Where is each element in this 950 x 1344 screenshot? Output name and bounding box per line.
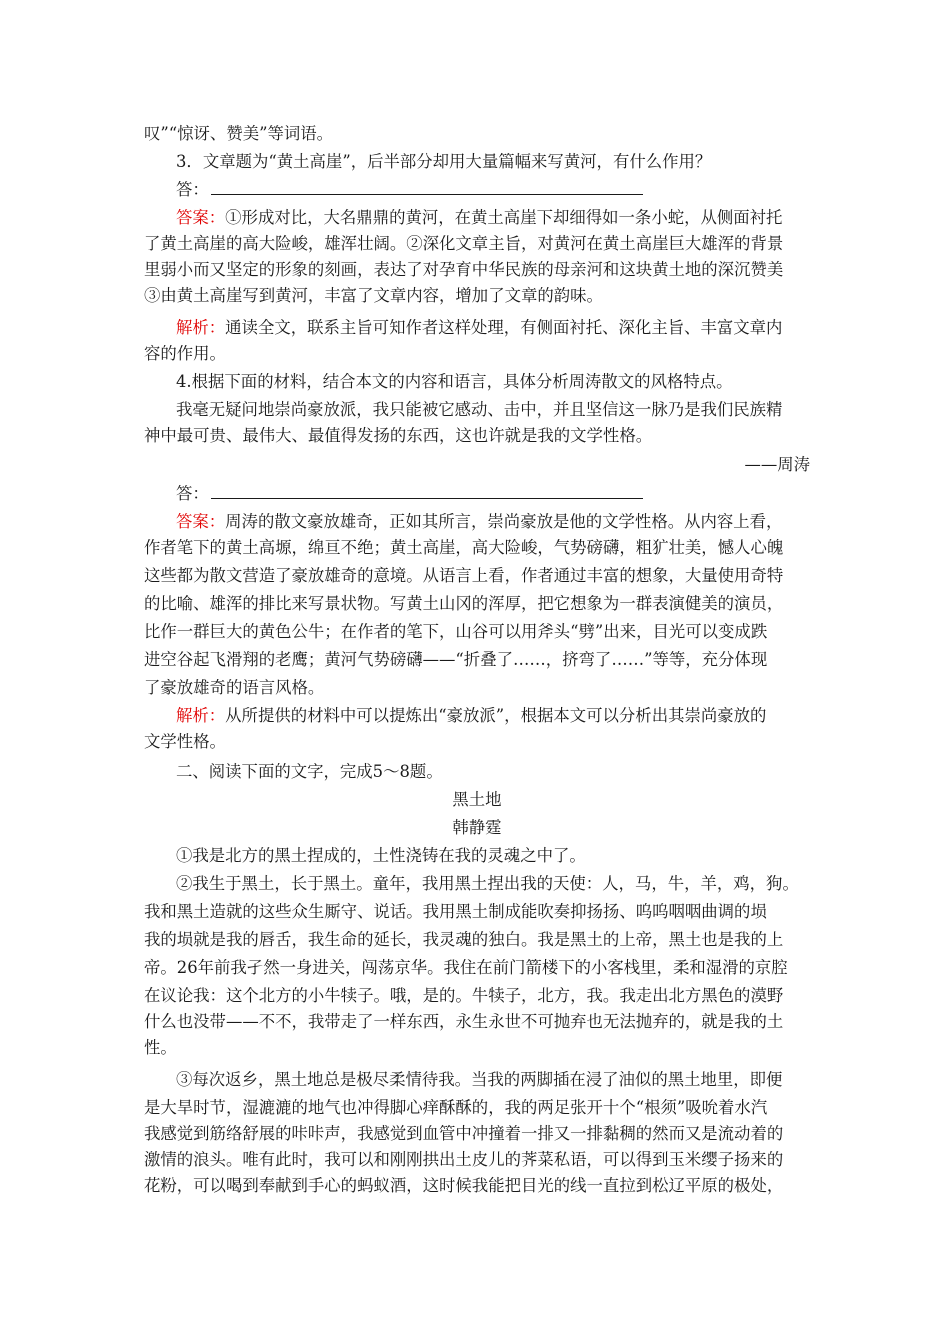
answer-blank-4	[176, 484, 810, 504]
paragraph-3-line-2: 是大旱时节，湿漉漉的地气也冲得脚心痒酥酥的，我的两足张开十个“根须”吸吮着水汽	[144, 1098, 768, 1117]
prev-paragraph-tail: 叹”“惊讶、赞美”等词语。	[144, 124, 334, 143]
paragraph-3-line-1: ③每次返乡，黑土地总是极尽柔情待我。当我的两脚插在浸了油似的黑土地里，即便	[176, 1070, 783, 1089]
answer-label: 答案：	[176, 208, 226, 227]
paragraph-2-line-3: 我的埙就是我的唇舌，我生命的延长，我灵魂的独白。我是黑土的上帝，黑土也是我的上	[144, 930, 784, 949]
answer-line	[211, 180, 643, 195]
answer-label: 答案：	[176, 512, 226, 531]
answer-4-line-1: 答案：周涛的散文豪放雄奇，正如其所言，崇尚豪放是他的文学性格。从内容上看，	[176, 512, 783, 531]
analysis-label: 解析：	[176, 706, 226, 725]
question-3: 3．文章题为“黄土高崖”，后半部分却用大量篇幅来写黄河，有什么作用？	[176, 152, 712, 171]
section-heading: 二、阅读下面的文字，完成5～8题。	[176, 762, 443, 781]
paragraph-2-line-4: 帝。26年前我孑然一身进关，闯荡京华。我住在前门箭楼下的小客栈里，柔和湿滑的京腔	[144, 958, 788, 977]
answer-3-line-2: 了黄土高崖的高大险峻，雄浑壮阔。②深化文章主旨，对黄河在黄土高崖巨大雄浑的背景	[144, 234, 784, 253]
answer-4-line-5: 比作一群巨大的黄色公牛；在作者的笔下，山谷可以用斧头“劈”出来，目光可以变成跌	[144, 622, 768, 641]
answer-blank-3	[176, 180, 810, 200]
analysis-label: 解析：	[176, 318, 226, 337]
material-attribution: ——周涛	[744, 455, 810, 474]
paragraph-3-line-4: 激情的浪头。唯有此时，我可以和刚刚拱出土皮儿的荠菜私语，可以得到玉米缨子扬来的	[144, 1150, 784, 1169]
answer-4-line-6: 进空谷起飞滑翔的老鹰；黄河气势磅礴——“折叠了……，挤弯了……”等等，充分体现	[144, 650, 768, 669]
answer-line	[211, 484, 643, 499]
analysis-3-line-2: 容的作用。	[144, 344, 226, 363]
answer-prompt: 答：	[176, 484, 209, 503]
answer-prompt: 答：	[176, 180, 209, 199]
paragraph-3-line-3: 我感觉到筋络舒展的咔咔声，我感觉到血管中冲撞着一排又一排黏稠的然而又是流动着的	[144, 1124, 784, 1143]
analysis-4-line-2: 文学性格。	[144, 732, 226, 751]
paragraph-2-line-1: ②我生于黑土，长于黑土。童年，我用黑土捏出我的天使：人，马，牛，羊，鸡，狗。	[176, 874, 799, 893]
answer-4-line-3: 这些都为散文营造了豪放雄奇的意境。从语言上看，作者通过丰富的想象，大量使用奇特	[144, 566, 784, 585]
question-4: 4.根据下面的材料，结合本文的内容和语言，具体分析周涛散文的风格特点。	[176, 372, 733, 391]
analysis-4-line-1: 解析：从所提供的材料中可以提炼出“豪放派”，根据本文可以分析出其崇尚豪放的	[176, 706, 767, 725]
passage-author: 韩静霆	[452, 818, 502, 837]
answer-4-line-2: 作者笔下的黄土高塬，绵亘不绝；黄土高崖，高大险峻，气势磅礴，粗犷壮美，憾人心魄	[144, 538, 784, 557]
answer-3-line-1: 答案：①形成对比，大名鼎鼎的黄河，在黄土高崖下却细得如一条小蛇，从侧面衬托	[176, 208, 783, 227]
passage-title: 黑土地	[452, 790, 502, 809]
answer-4-line-7: 了豪放雄奇的语言风格。	[144, 678, 325, 697]
answer-3-line-3: 里弱小而又坚定的形象的刻画，表达了对孕育中华民族的母亲河和这块黄土地的深沉赞美	[144, 260, 784, 279]
paragraph-3-line-5: 花粉，可以喝到奉献到手心的蚂蚁酒，这时候我能把目光的线一直拉到松辽平原的极处，	[144, 1176, 784, 1195]
material-line-2: 神中最可贵、最伟大、最值得发扬的东西，这也许就是我的文学性格。	[144, 426, 653, 445]
material-line-1: 我毫无疑问地崇尚豪放派，我只能被它感动、击中，并且坚信这一脉乃是我们民族精	[176, 400, 783, 419]
paragraph-2-line-2: 我和黑土造就的这些众生厮守、说话。我用黑土制成能吹奏抑扬扬、呜呜咽咽曲调的埙	[144, 902, 767, 921]
paragraph-2-line-7: 性。	[144, 1038, 177, 1057]
answer-4-line-4: 的比喻、雄浑的排比来写景状物。写黄土山冈的浑厚，把它想象为一群表演健美的演员，	[144, 594, 784, 613]
paragraph-2-line-5: 在议论我：这个北方的小牛犊子。哦，是的。牛犊子，北方，我。我走出北方黑色的漠野	[144, 986, 784, 1005]
paragraph-1-line-1: ①我是北方的黑土捏成的，土性浇铸在我的灵魂之中了。	[176, 846, 586, 865]
analysis-3-line-1: 解析：通读全文，联系主旨可知作者这样处理，有侧面衬托、深化主旨、丰富文章内	[176, 318, 783, 337]
answer-3-line-4: ③由黄土高崖写到黄河，丰富了文章内容，增加了文章的韵味。	[144, 286, 603, 305]
paragraph-2-line-6: 什么也没带——不不，我带走了一样东西，永生永世不可抛弃也无法抛弃的，就是我的土	[144, 1012, 784, 1031]
